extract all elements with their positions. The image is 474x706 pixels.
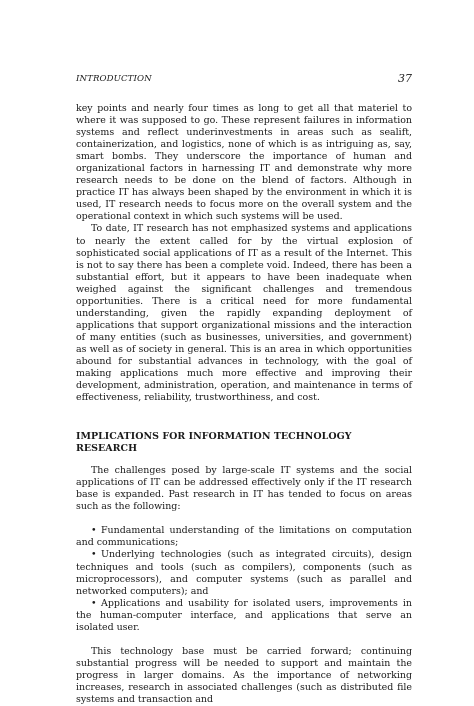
body-paragraph: To date, IT research has not emphasized systems and applications to nearly the extent called for by the virtual explosion of sophisticated social applications of IT as a result of the Internet. This is not to say there has been a complete void. Indeed, there has been a substantial effort, but it appears to have been inadequate when weighed against the significant challenges and tremendous opportunities. There is a critical need for more fundamental understanding, given the rapidly expanding deployment of applications that support organizational missions and the interaction of many entities (such as businesses, universities, and government) as well as of society in general. This is an area in which opportunities abound for substantial advances in technology, with the goal of making applications much more effective and improving their development, administration, operation, and maintenance in terms of effectiveness, reliability, trustworthiness, and cost. (76, 223, 412, 404)
running-head (76, 72, 412, 88)
running-title: INTRODUCTION (76, 74, 152, 84)
bullet-list (76, 525, 412, 633)
section-heading: IMPLICATIONS FOR INFORMATION TECHNOLOGY RESEARCH (76, 431, 352, 455)
bullet-text: Underlying technologies (such as integrated circuits), design techniques and tools (such as compilers), components (such as microprocessors), and computer systems (such as parallel and networked computers); and (76, 549, 412, 597)
bullet-icon: • (91, 549, 97, 561)
page-number: 37 (398, 72, 412, 85)
book-page (76, 72, 412, 706)
closing-paragraph: This technology base must be carried forward; continuing substantial progress will be needed to support and maintain the progress in larger domains. As the importance of networking increases, research in associated challenges (such as distributed file systems and transaction and (76, 645, 412, 705)
section-intro-paragraph: The challenges posed by large-scale IT systems and the social applications of IT can be addressed effectively only if the IT research base is expanded. Past research in IT has tended to focus on areas such as the following: (76, 465, 412, 513)
body-paragraph: key points and nearly four times as long to get all that materiel to where it was supposed to go. These represent failures in information systems and reflect underinvestments in areas such as sealift, containerization, and logistics, none of which is as intriguing as, say, smart bombs. They underscore the importance of human and organizational factors in harnessing IT and demonstrate why more research needs to be done on the blend of factors. Although in practice IT has always been shaped by the environment in which it is used, IT research needs to focus more on the overall system and the operational context in which such systems will be used. (76, 103, 412, 223)
bullet-list-item (76, 525, 412, 549)
bullet-text: Fundamental understanding of the limitations on computation and communications; (76, 525, 412, 549)
bullet-icon: • (91, 597, 97, 609)
bullet-list-item (76, 598, 412, 634)
bullet-list-item (76, 549, 412, 597)
bullet-text: Applications and usability for isolated users, improvements in the human-computer interface, and applications that serve an isolated user. (76, 597, 412, 633)
bullet-icon: • (91, 525, 97, 537)
